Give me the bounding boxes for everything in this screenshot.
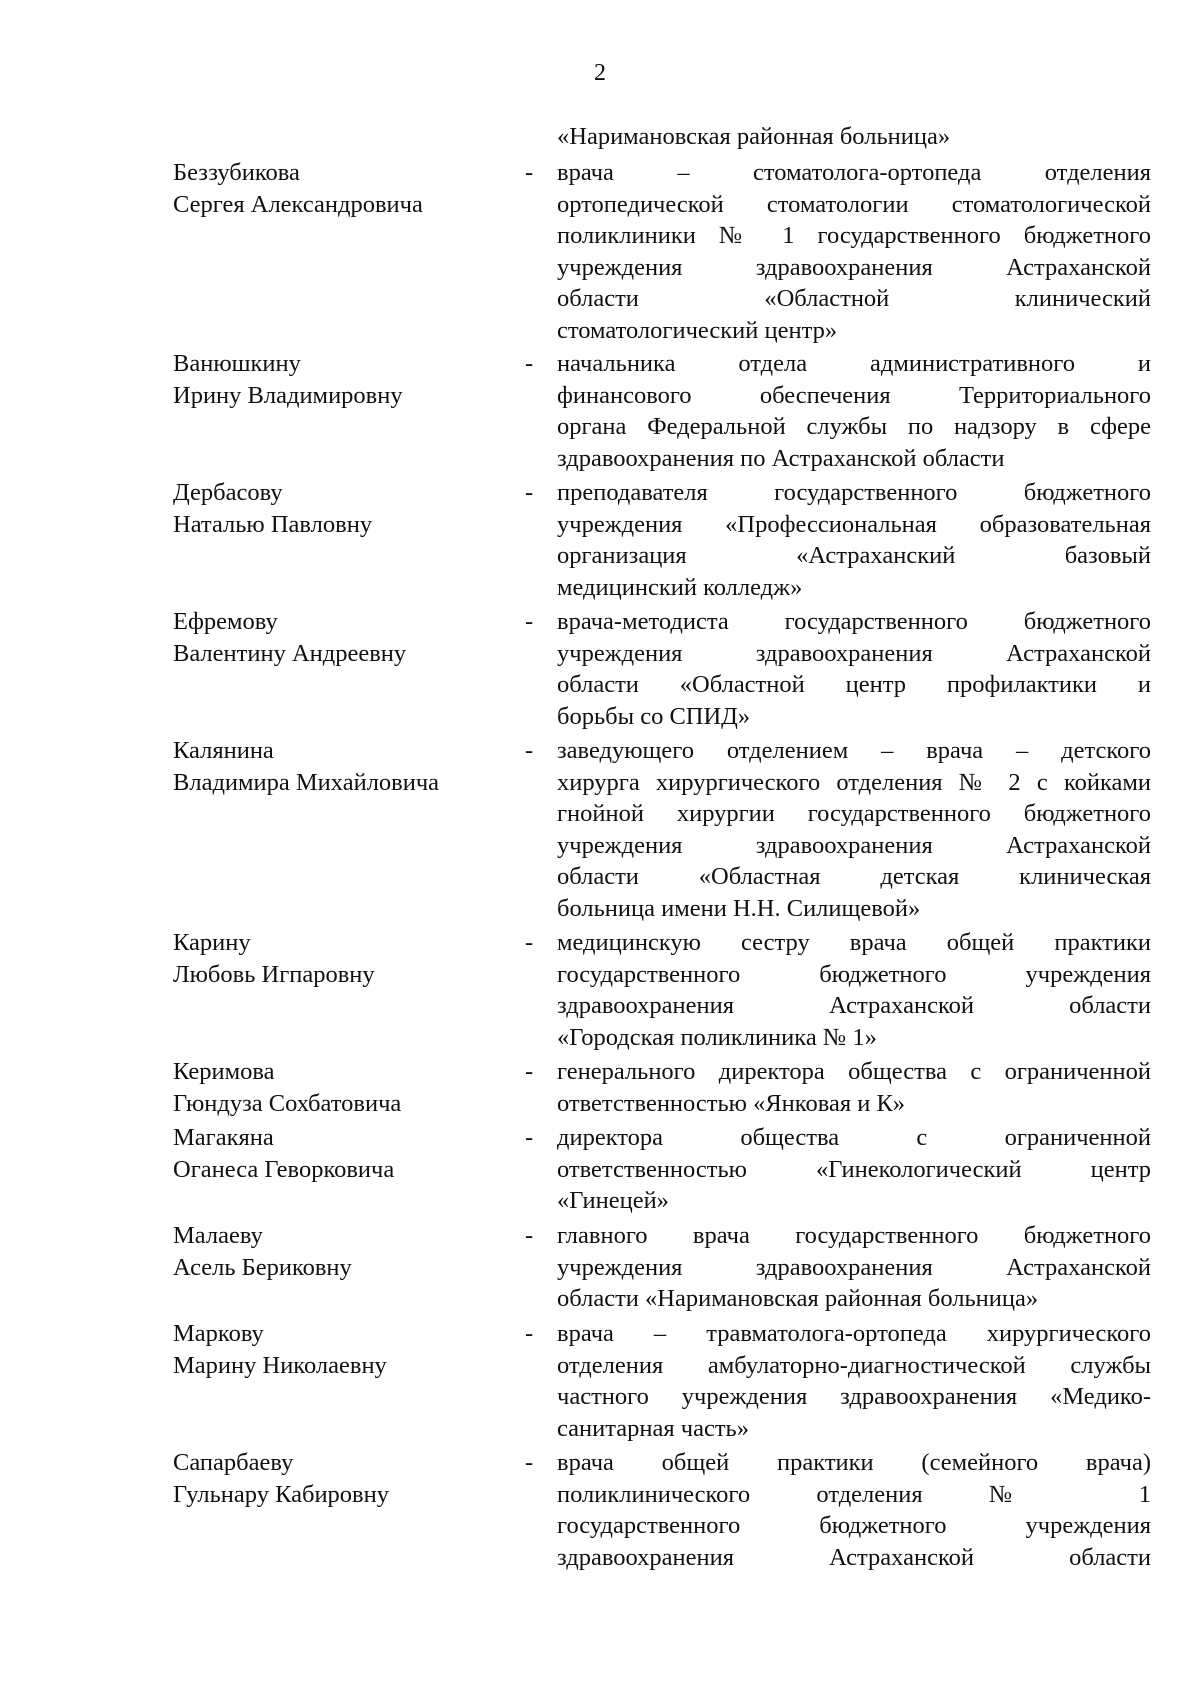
person-name [173, 1122, 503, 1185]
position-line: учреждения «Профессиональная образовательная [557, 510, 1151, 538]
position-line: врача общей практики (семейного врача) [557, 1449, 1151, 1476]
person-surname: Дербасову [173, 479, 283, 506]
position-line: генерального директора общества с ограниченной [557, 1058, 1151, 1085]
position-line: начальника отдела административного и [557, 350, 1151, 377]
position-line: врача – стоматолога-ортопеда отделения [557, 159, 1151, 186]
person-position [557, 1220, 1151, 1315]
person-name [173, 735, 503, 798]
position-line: учреждения здравоохранения Астраханской [557, 253, 1151, 281]
position-line: органа Федеральной службы по надзору в сфере [557, 413, 1151, 440]
position-line: медицинский колледж» [557, 573, 803, 601]
position-line: санитарная часть» [557, 1414, 749, 1442]
position-line: здравоохранения Астраханской области [557, 1543, 1151, 1571]
position-line: области «Областная детская клиническая [557, 863, 1151, 890]
person-given-names: Марину Николаевну [173, 1351, 387, 1379]
person-surname: Малаеву [173, 1222, 263, 1249]
position-line: здравоохранения Астраханской области [557, 992, 1151, 1019]
position-line: государственного бюджетного учреждения [557, 1512, 1151, 1539]
person-surname: Маркову [173, 1320, 264, 1347]
separator-dash: - [525, 350, 534, 377]
separator-dash: - [525, 608, 534, 635]
person-name [173, 927, 503, 990]
person-surname: Керимова [173, 1058, 275, 1085]
position-line: «Гинецей» [557, 1187, 669, 1214]
person-name [173, 1220, 503, 1283]
person-name [173, 1447, 503, 1510]
person-name [173, 348, 503, 411]
person-name [173, 1056, 503, 1119]
position-line: ортопедической стоматологии стоматологической [557, 190, 1151, 218]
position-line: заведующего отделением – врача – детского [557, 737, 1151, 764]
person-name [173, 477, 503, 540]
person-position [557, 1056, 1151, 1119]
person-position [557, 348, 1151, 474]
person-name [173, 606, 503, 669]
separator-dash: - [525, 1449, 534, 1476]
person-given-names: Оганеса Геворковича [173, 1155, 395, 1183]
position-line: частного учреждения здравоохранения «Медико- [557, 1383, 1151, 1410]
person-given-names: Валентину Андреевну [173, 639, 407, 667]
person-surname: Сапарбаеву [173, 1449, 294, 1476]
separator-dash: - [525, 1058, 534, 1085]
person-given-names: Гульнару Кабировну [173, 1480, 389, 1508]
person-surname: Магакяна [173, 1124, 274, 1151]
position-line: поликлиники № 1 государственного бюджетного [557, 222, 1151, 249]
person-surname: Калянина [173, 737, 274, 764]
person-position [557, 1318, 1151, 1444]
position-line: ответственностью «Гинекологический центр [557, 1155, 1151, 1183]
person-position [557, 157, 1151, 346]
separator-dash: - [525, 1320, 534, 1347]
person-given-names: Асель Бериковну [173, 1253, 352, 1281]
separator-dash: - [525, 737, 534, 764]
person-name [173, 157, 503, 220]
person-given-names: Любовь Игпаровну [173, 960, 375, 988]
position-line: борьбы со СПИД» [557, 702, 751, 730]
separator-dash: - [525, 1124, 534, 1151]
person-surname: Карину [173, 929, 251, 956]
position-line: финансового обеспечения Территориального [557, 381, 1151, 409]
person-position [557, 927, 1151, 1053]
person-given-names: Сергея Александровича [173, 190, 423, 218]
position-line: врача – травматолога-ортопеда хирургического [557, 1320, 1151, 1347]
position-line: хирурга хирургического отделения № 2 с койками [557, 768, 1151, 796]
position-line: ответственностью «Янковая и К» [557, 1089, 906, 1117]
position-line: организация «Астраханский базовый [557, 542, 1151, 569]
position-line: отделения амбулаторно-диагностической службы [557, 1351, 1151, 1379]
position-line: учреждения здравоохранения Астраханской [557, 831, 1151, 859]
position-line: области «Наримановская районная больница» [557, 1285, 1039, 1312]
person-surname: Ефремову [173, 608, 278, 635]
continued-description-line: «Наримановская районная больница» [557, 123, 951, 150]
position-line: области «Областной центр профилактики и [557, 671, 1151, 698]
position-line: преподавателя государственного бюджетного [557, 479, 1151, 506]
person-surname: Ванюшкину [173, 350, 301, 377]
person-surname: Беззубикова [173, 159, 300, 186]
position-line: больница имени Н.Н. Силищевой» [557, 894, 921, 922]
position-line: области «Областной клинический [557, 285, 1151, 312]
position-line: врача-методиста государственного бюджетного [557, 608, 1151, 635]
position-line: учреждения здравоохранения Астраханской [557, 1253, 1151, 1281]
separator-dash: - [525, 929, 534, 956]
person-given-names: Ирину Владимировну [173, 381, 403, 409]
person-position [557, 1122, 1151, 1217]
position-line: поликлинического отделения № 1 [557, 1480, 1151, 1508]
page-number: 2 [594, 60, 606, 86]
person-given-names: Наталью Павловну [173, 510, 373, 538]
person-name [173, 1318, 503, 1381]
position-line: стоматологический центр» [557, 316, 838, 344]
person-given-names: Владимира Михайловича [173, 768, 440, 796]
position-line: государственного бюджетного учреждения [557, 960, 1151, 988]
person-position [557, 477, 1151, 603]
person-position [557, 606, 1151, 732]
separator-dash: - [525, 1222, 534, 1249]
separator-dash: - [525, 159, 534, 186]
person-position [557, 1447, 1151, 1573]
position-line: главного врача государственного бюджетного [557, 1222, 1151, 1249]
position-line: медицинскую сестру врача общей практики [557, 929, 1151, 956]
position-line: учреждения здравоохранения Астраханской [557, 639, 1151, 667]
position-line: «Городская поликлиника № 1» [557, 1023, 877, 1051]
position-line: здравоохранения по Астраханской области [557, 444, 1005, 472]
separator-dash: - [525, 479, 534, 506]
position-line: гнойной хирургии государственного бюджетного [557, 800, 1151, 827]
person-given-names: Гюндуза Сохбатовича [173, 1089, 402, 1117]
position-line: директора общества с ограниченной [557, 1124, 1151, 1151]
person-position [557, 735, 1151, 924]
